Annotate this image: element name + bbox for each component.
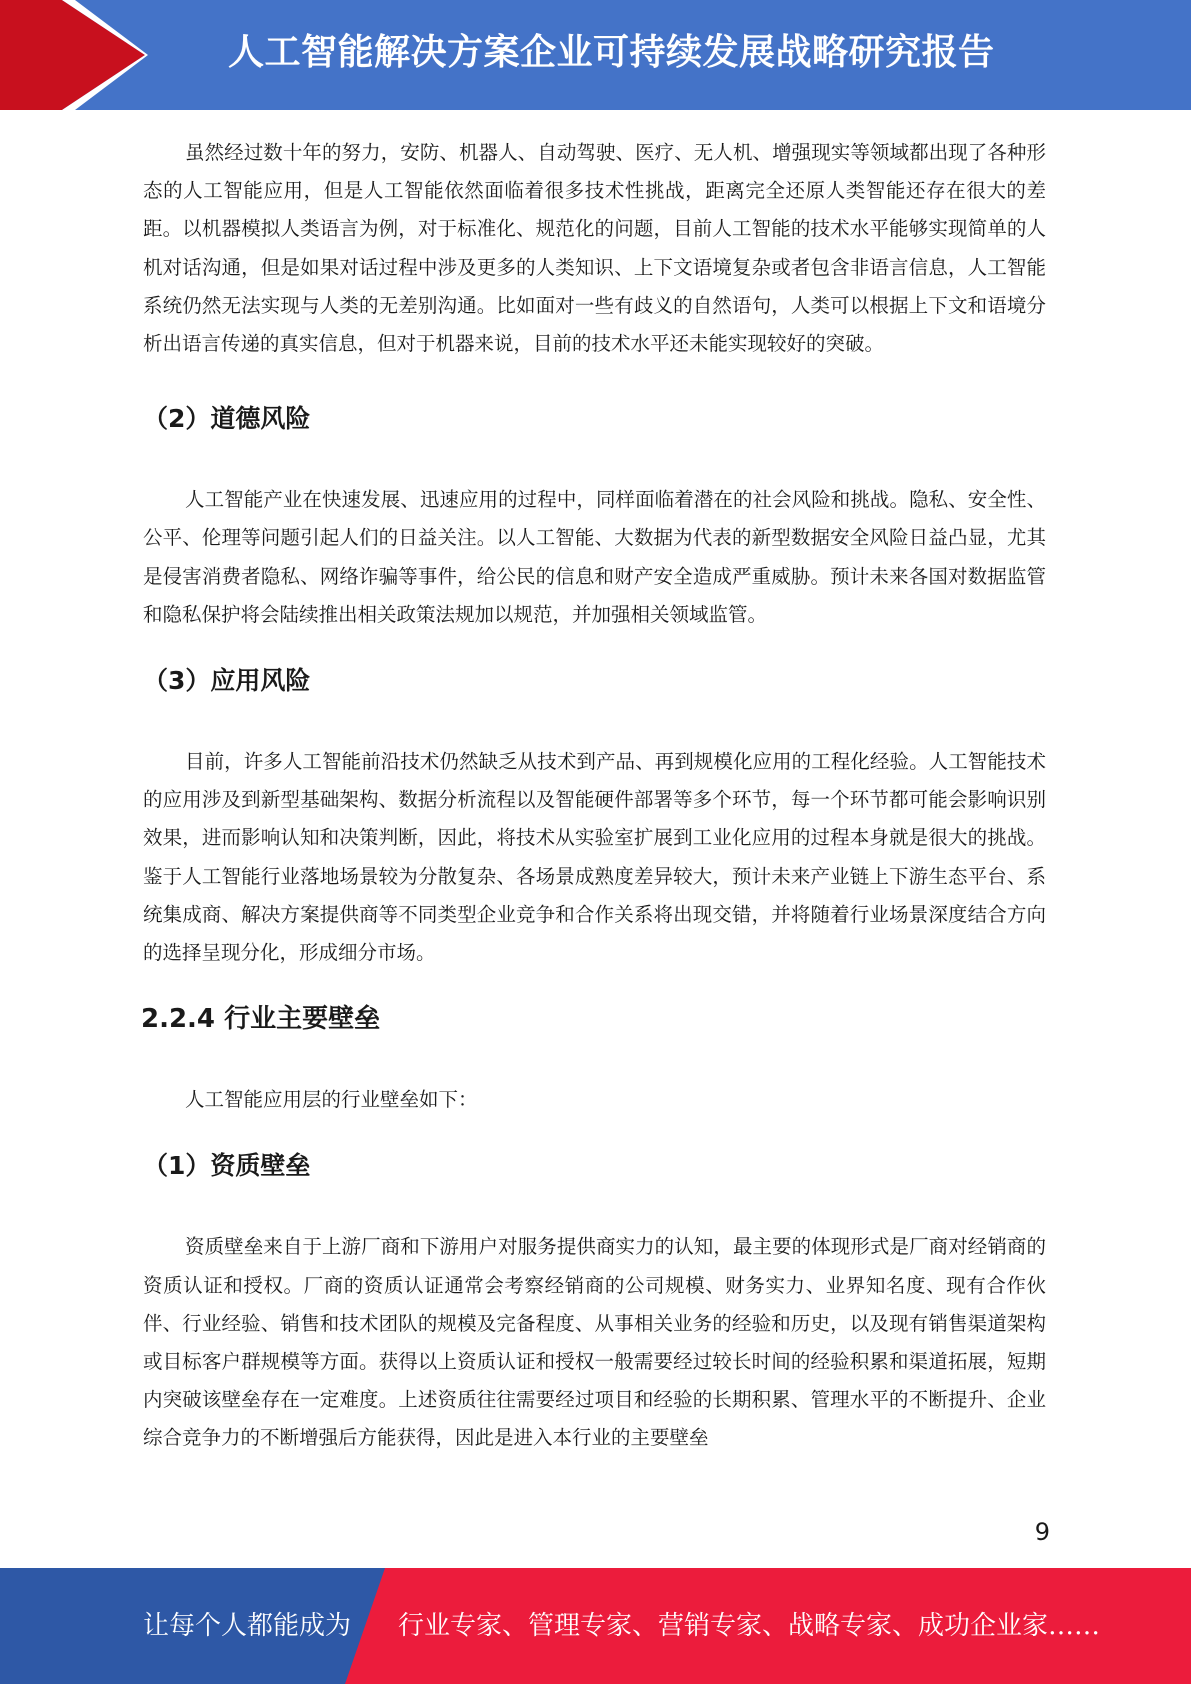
section-heading-barriers: 2.2.4 行业主要壁垒 xyxy=(141,1004,381,1035)
page-header xyxy=(0,0,1191,110)
heading-application-risk: （3）应用风险 xyxy=(143,666,311,696)
paragraph-barriers-intro: 人工智能应用层的行业壁垒如下： xyxy=(185,1088,478,1112)
page-number: 9 xyxy=(1034,1518,1050,1546)
footer-slogan-right: 行业专家、管理专家、营销专家、战略专家、成功企业家…… xyxy=(398,1611,1101,1641)
page-footer xyxy=(0,1568,1191,1684)
document-body xyxy=(143,134,1046,1458)
heading-qualification-barrier: （1）资质壁垒 xyxy=(143,1151,311,1181)
heading-ethics-risk: （2）道德风险 xyxy=(143,404,311,434)
paragraph-technical-challenges: 虽然经过数十年的努力，安防、机器人、自动驾驶、医疗、无人机、增强现实等领域都出现了各种形态的人工智能应用，但是人工智能依然面临着很多技术性挑战，距离完全还原人类智能还存在很大的差距。以机器模拟人类语言为例，对于标准化、规范化的问题，目前人工智能的技术水平能够实现简单的人机对话沟通，但是如果对话过程中涉及更多的人类知识、上下文语境复杂或者包含非语言信息，人工智能系统仍然无法实现与人类的无差别沟通。比如面对一些有歧义的自然语句，人类可以根据上下文和语境分析出语言传递的真实信息，但对于机器来说，目前的技术水平还未能实现较好的突破。 xyxy=(143,141,1046,356)
footer-slogan-left: 让每个人都能成为 xyxy=(143,1611,352,1641)
paragraph-ethics-risk: 人工智能产业在快速发展、迅速应用的过程中，同样面临着潜在的社会风险和挑战。隐私、安全性、公平、伦理等问题引起人们的日益关注。以人工智能、大数据为代表的新型数据安全风险日益凸显，尤其是侵害消费者隐私、网络诈骗等事件，给公民的信息和财产安全造成严重威胁。预计未来各国对数据监管和隐私保护将会陆续推出相关政策法规加以规范，并加强相关领域监管。 xyxy=(143,488,1046,626)
report-title: 人工智能解决方案企业可持续发展战略研究报告 xyxy=(228,32,995,73)
paragraph-application-risk: 目前，许多人工智能前沿技术仍然缺乏从技术到产品、再到规模化应用的工程化经验。人工智能技术的应用涉及到新型基础架构、数据分析流程以及智能硬件部署等多个环节，每一个环节都可能会影响识别效果，进而影响认知和决策判断，因此，将技术从实验室扩展到工业化应用的过程本身就是很大的挑战。鉴于人工智能行业落地场景较为分散复杂、各场景成熟度差异较大，预计未来产业链上下游生态平台、系统集成商、解决方案提供商等不同类型企业竞争和合作关系将出现交错，并将随着行业场景深度结合方向的选择呈现分化，形成细分市场。 xyxy=(143,750,1046,965)
paragraph-qualification-barrier: 资质壁垒来自于上游厂商和下游用户对服务提供商实力的认知，最主要的体现形式是厂商对经销商的资质认证和授权。厂商的资质认证通常会考察经销商的公司规模、财务实力、业界知名度、现有合作伙伴、行业经验、销售和技术团队的规模及完备程度、从事相关业务的经验和历史，以及现有销售渠道架构或目标客户群规模等方面。获得以上资质认证和授权一般需要经过较长时间的经验积累和渠道拓展，短期内突破该壁垒存在一定难度。上述资质往往需要经过项目和经验的长期积累、管理水平的不断提升、企业综合竞争力的不断增强后方能获得，因此是进入本行业的主要壁垒 xyxy=(143,1235,1046,1450)
